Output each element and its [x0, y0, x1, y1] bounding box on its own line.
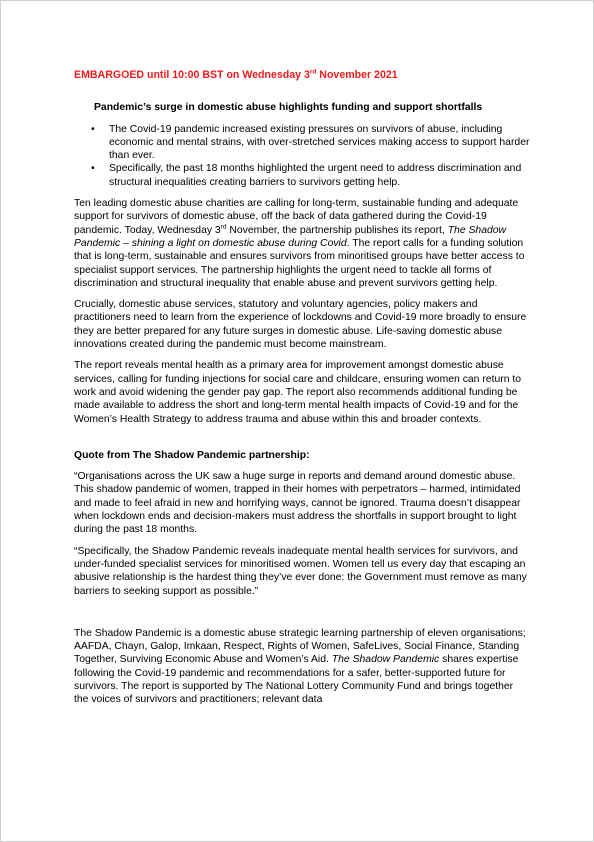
embargo-ordinal: rd: [309, 68, 317, 76]
quote-paragraph-2: “Specifically, the Shadow Pandemic reveals inadequate mental health services for survivors, and under-funded specialist services for minoritised women. Women tell us every day that escaping an abusive relationship is the hardest thing they’ve ever done: the Government must remove as many barriers to seeking support as possible.”: [74, 545, 527, 597]
report-title: The Shadow Pandemic – shining a light on domestic abuse during Covid: [74, 224, 507, 249]
list-item: [74, 162, 530, 189]
bullet-text: Specifically, the past 18 months highlighted the urgent need to address discrimination and structural inequalities creating barriers to survivors getting help.: [109, 163, 522, 188]
paragraph-text: . The report calls for a funding solution that is long-term, sustainable and ensures survivors from minoritised groups have better access to specialist support services. The partnership highlights the urgent need to tackle all forms of discrimination and structural inequality that enable abuse and prevent survivors getting help.: [74, 237, 525, 289]
key-points-list: [74, 123, 530, 189]
embargo-suffix: November 2021: [316, 69, 398, 81]
headline: Pandemic’s surge in domestic abuse highlights funding and support shortfalls: [94, 102, 483, 114]
document-body: [74, 69, 530, 715]
embargo-notice: [74, 69, 530, 82]
list-item: [74, 123, 530, 163]
quote-heading: Quote from The Shadow Pandemic partnership:: [74, 449, 310, 461]
paragraph-text: Ten leading domestic abuse charities are calling for long-term, sustainable funding and adequate support for survivors of domestic abuse, off the back of data gathered during the Covid-19 pandemic. Today, Wednesday 3: [74, 198, 519, 236]
paragraph-partnership: [74, 627, 530, 707]
paragraph-text: The Shadow Pandemic is a domestic abuse strategic learning partnership of eleven organisations; AAFDA, Chayn, Galop, Imkaan, Respect, Rights of Women, SafeLives, Social Finance, Standing Together, Surviving Economic Abuse and Women’s Aid.: [74, 627, 526, 666]
paragraph-intro: [74, 197, 530, 290]
paragraph-text: November, the partnership publishes its report,: [226, 224, 448, 236]
paragraph-mental-health: The report reveals mental health as a primary area for improvement amongst domestic abuse services, calling for funding injections for social care and childcare, ensuring women can return to work and avoid widening the gender pay gap. The report also recommends additional funding be made available to address the short and long-term mental health impacts of Covid-19 and for the Women’s Health Strategy to address trauma and abuse within this and broader contexts.: [74, 360, 522, 425]
bullet-text: The Covid-19 pandemic increased existing pressures on survivors of abuse, including economic and mental strains, with over-stretched services making access to support harder than ever.: [109, 123, 530, 162]
paragraph-lessons: Crucially, domestic abuse services, statutory and voluntary agencies, policy makers and practitioners need to learn from the experience of lockdowns and Covid-19 more broadly to ensure they are better prepared for any future surges in domestic abuse. Life-saving domestic abuse innovations created during the pandemic must become mainstream.: [74, 299, 527, 351]
bullet-icon: •: [91, 123, 95, 135]
partnership-name: The Shadow Pandemic: [331, 654, 440, 666]
bullet-icon: •: [91, 163, 95, 175]
quote-paragraph-1: “Organisations across the UK saw a huge surge in reports and demand around domestic abuse. This shadow pandemic of women, trapped in their homes with perpetrators – harmed, intimidated and made to feel afraid in new and horrifying ways, cannot be ignored. Trauma doesn’t disappear when lockdown ends and decision-makers must address the shortfalls in support brought to light during the past 18 months.: [74, 471, 521, 536]
paragraph-text: shares expertise following the Covid-19 pandemic and recommendations for a safer, better-supported future for survivors. The report is supported by The National Lottery Community Fund and brings together the voices of survivors and practitioners; relevant data: [74, 654, 519, 706]
section-spacer: [74, 434, 530, 449]
embargo-prefix: EMBARGOED until 10:00 BST on Wednesday 3: [74, 69, 310, 81]
section-spacer: [74, 606, 530, 627]
date-ordinal: rd: [220, 223, 227, 231]
